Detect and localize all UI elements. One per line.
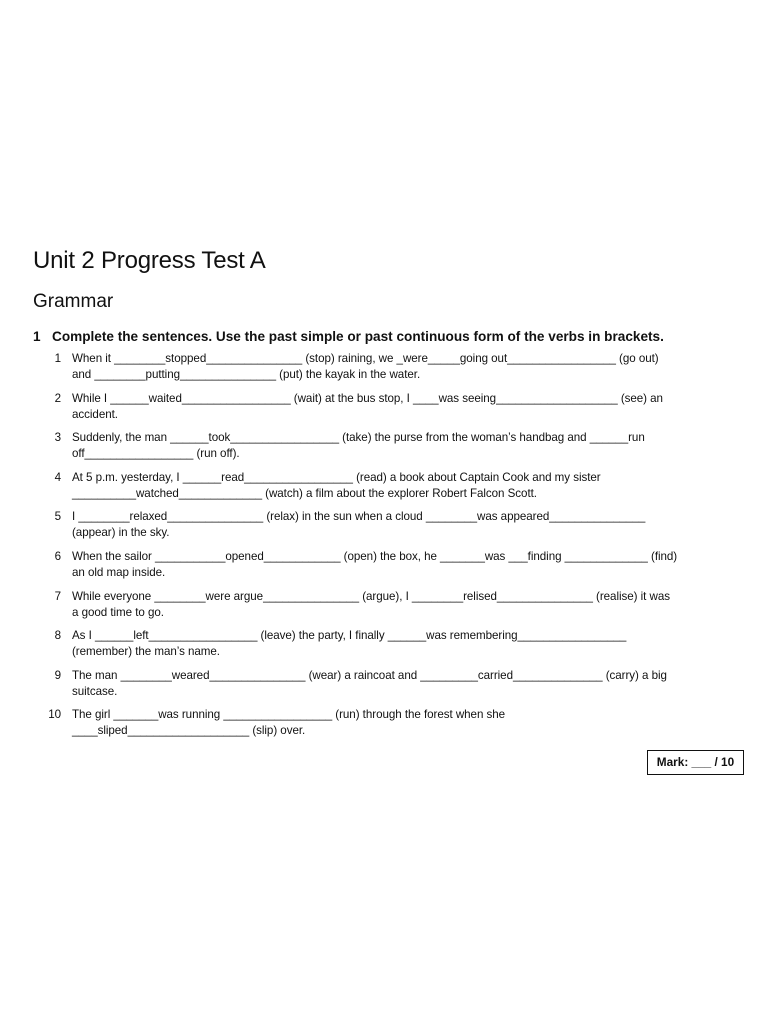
item-text: While everyone ________were argue_______________ (argue), I ________relised_______________ (realise) it was a good time to go.: [72, 589, 670, 619]
item-text: The girl _______was running _________________ (run) through the forest when she ____sliped___________________ (slip) over.: [72, 708, 506, 738]
item-number: 8: [54, 629, 61, 643]
item-number: 5: [54, 510, 61, 524]
exercise-item: [40, 668, 752, 700]
section-heading: Grammar: [33, 291, 114, 312]
exercise-item: [40, 430, 752, 462]
item-number: 4: [54, 470, 61, 484]
item-text: When it ________stopped_______________ (stop) raining, we _were_____going out_________________ (go out) and ________putting_______________ (put) the kayak in the water.: [72, 352, 659, 381]
exercise-instruction: [33, 329, 664, 344]
item-text: When the sailor ___________opened____________ (open) the box, he _______was ___finding _____________ (find) an old map inside.: [72, 549, 678, 579]
exercise-item: [40, 391, 752, 423]
exercise-number: 1: [33, 329, 41, 344]
exercise-item: [40, 628, 752, 660]
item-number: 1: [54, 352, 61, 365]
item-text: While I ______waited_________________ (wait) at the bus stop, I ____was seeing___________________ (see) an accident.: [72, 391, 663, 421]
item-number: 2: [54, 391, 61, 405]
page-title: Unit 2 Progress Test A: [33, 247, 266, 274]
mark-box: Mark: ___ / 10: [647, 750, 744, 775]
item-text: Suddenly, the man ______took_________________ (take) the purse from the woman’s handbag and ______run off_________________ (run off).: [72, 431, 645, 461]
exercise-instruction-text: Complete the sentences. Use the past simple or past continuous form of the verbs in brackets.: [52, 329, 664, 344]
exercise-item: [40, 351, 752, 383]
item-text: I ________relaxed_______________ (relax) in the sun when a cloud ________was appeared_______________ (appear) in the sky.: [72, 510, 646, 540]
item-number: 10: [48, 708, 61, 722]
item-number: 9: [54, 668, 61, 682]
item-number: 7: [54, 589, 61, 603]
exercise-item: [40, 509, 752, 541]
exercise-item: [40, 589, 752, 621]
item-number: 3: [54, 431, 61, 445]
item-text: As I ______left_________________ (leave) the party, I finally ______was remembering_________________ (remember) the man’s name.: [72, 629, 627, 659]
exercise-items: [40, 351, 752, 747]
item-number: 6: [54, 549, 61, 563]
item-text: At 5 p.m. yesterday, I ______read_________________ (read) a book about Captain Cook and my sister __________watched_____________ (watch) a film about the explorer Robert Falcon Scott.: [72, 470, 601, 500]
exercise-item: [40, 470, 752, 502]
item-text: The man ________weared_______________ (wear) a raincoat and _________carried______________ (carry) a big suitcase.: [72, 668, 667, 698]
exercise-item: [40, 707, 752, 739]
exercise-item: [40, 549, 752, 581]
